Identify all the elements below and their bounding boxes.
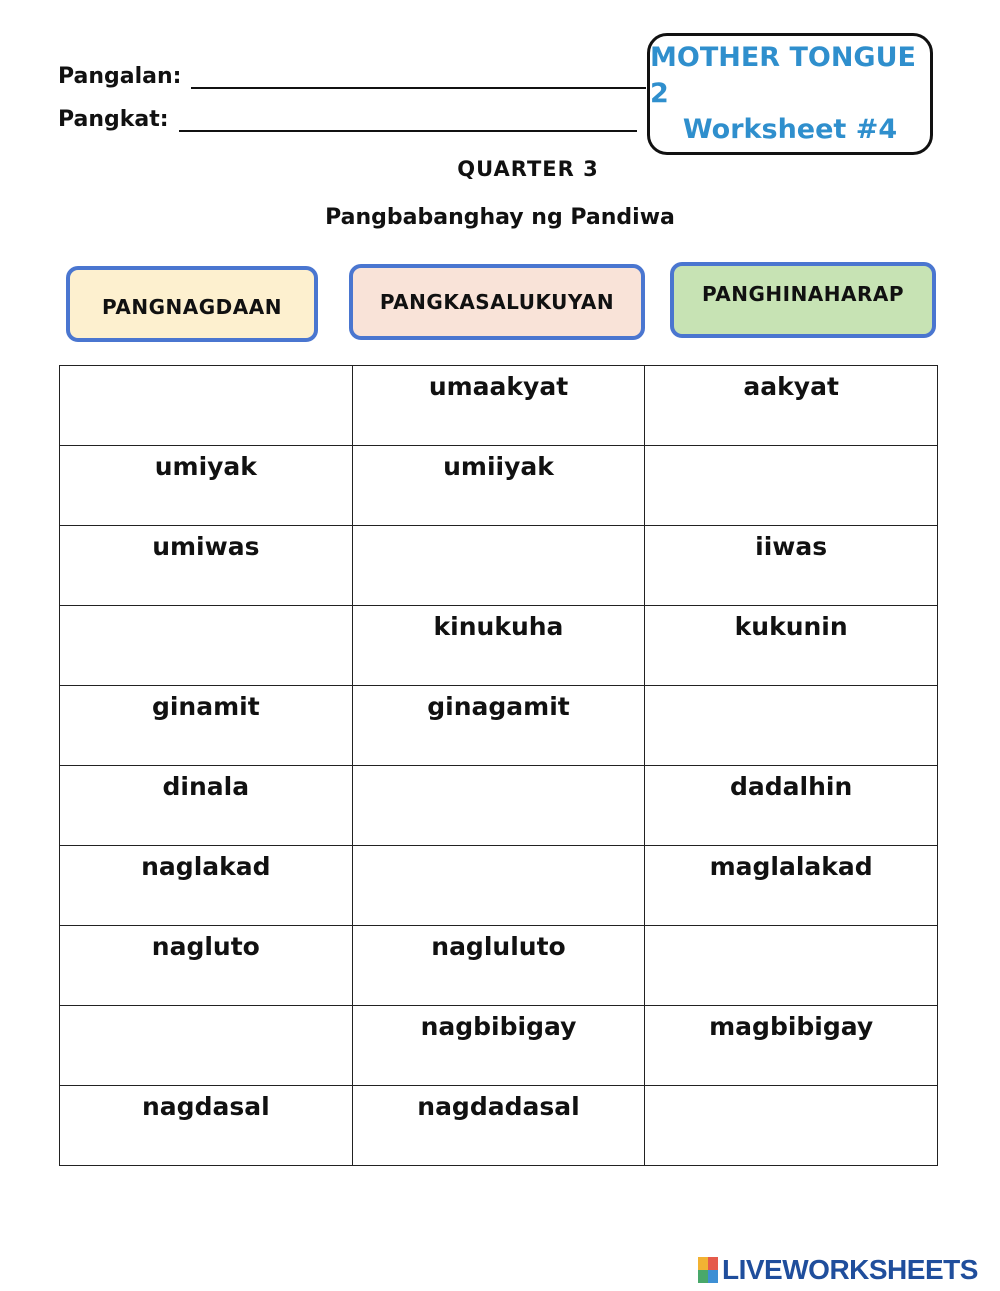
tense-future-box [670,262,936,338]
quarter-heading: QUARTER 3 [457,157,599,181]
verb-cell: dinala [60,766,353,846]
tense-present-box [349,264,645,340]
verb-cell: iiwas [645,526,938,606]
table-row [60,686,938,766]
tense-future-label: PANGHINAHARAP [701,282,905,306]
verb-table-body [60,366,938,1166]
table-row [60,1086,938,1166]
verb-cell: dadalhin [645,766,938,846]
answer-blank-cell[interactable] [352,846,645,926]
worksheet-number: Worksheet #4 [682,114,898,145]
tense-past-box [66,266,318,342]
answer-blank-cell[interactable] [352,766,645,846]
answer-blank-cell[interactable] [645,686,938,766]
answer-blank-cell[interactable] [60,1006,353,1086]
verb-cell: umaakyat [352,366,645,446]
name-field-row [58,64,646,89]
verb-cell: nagdasal [60,1086,353,1166]
table-row [60,846,938,926]
table-row [60,1006,938,1086]
tense-present-label: PANGKASALUKUYAN [379,290,615,314]
answer-blank-cell[interactable] [352,526,645,606]
verb-cell: nagdadasal [352,1086,645,1166]
verb-cell: umiyak [60,446,353,526]
table-row [60,526,938,606]
name-input-line[interactable] [191,69,646,89]
group-label: Pangkat: [58,107,169,132]
verb-conjugation-table [59,365,938,1166]
table-row [60,366,938,446]
answer-blank-cell[interactable] [645,1086,938,1166]
verb-cell: naglakad [60,846,353,926]
liveworksheets-brand [698,1254,978,1286]
page-subtitle: Pangbabanghay ng Pandiwa [325,205,675,230]
verb-cell: aakyat [645,366,938,446]
group-field-row [58,107,637,132]
verb-cell: maglalakad [645,846,938,926]
answer-blank-cell[interactable] [645,926,938,1006]
table-row [60,926,938,1006]
verb-cell: kukunin [645,606,938,686]
group-input-line[interactable] [179,112,637,132]
answer-blank-cell[interactable] [60,606,353,686]
verb-cell: magbibigay [645,1006,938,1086]
tense-past-label: PANGNAGDAAN [102,295,282,319]
subject-title: MOTHER TONGUE 2 [650,42,916,109]
verb-cell: kinukuha [352,606,645,686]
verb-cell: ginagamit [352,686,645,766]
table-row [60,766,938,846]
answer-blank-cell[interactable] [60,366,353,446]
verb-cell: ginamit [60,686,353,766]
name-label: Pangalan: [58,64,182,89]
liveworksheets-logo-icon [698,1257,718,1283]
answer-blank-cell[interactable] [645,446,938,526]
worksheet-title-box [647,33,933,155]
table-row [60,606,938,686]
table-row [60,446,938,526]
verb-cell: nagluluto [352,926,645,1006]
verb-cell: umiiyak [352,446,645,526]
brand-text: LIVEWORKSHEETS [722,1254,978,1285]
verb-cell: nagluto [60,926,353,1006]
verb-cell: nagbibigay [352,1006,645,1086]
verb-cell: umiwas [60,526,353,606]
